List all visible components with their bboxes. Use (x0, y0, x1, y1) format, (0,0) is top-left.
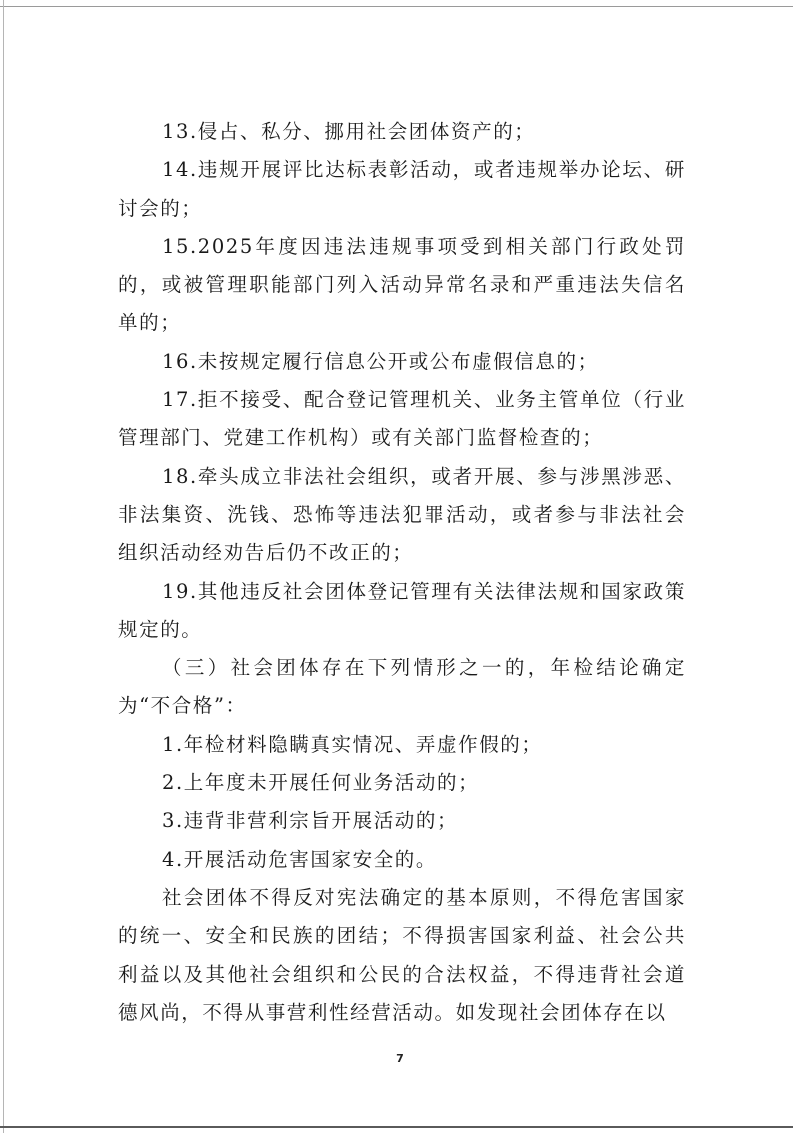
item-13: 13.侵占、私分、挪用社会团体资产的； (162, 120, 536, 143)
scan-edge-top (0, 6, 793, 7)
item-16: 16.未按规定履行信息公开或公布虚假信息的； (162, 349, 599, 373)
scan-edge-left (3, 0, 4, 1133)
closing-paragraph: 社会团体不得反对宪法确定的基本原则，不得危害国家的统一、安全和民族的团结；不得损害国家利益、社会公共利益以及其他社会组织和公民的合法权益，不得违背社会道德风尚，不得从事营利性经营活动。如发现社会团体存在以 (118, 885, 686, 1024)
document-body (118, 113, 686, 1032)
item-17: 17.拒不接受、配合登记管理机关、业务主管单位（行业管理部门、党建工作机构）或有关部门监督检查的； (118, 388, 686, 450)
unqualified-item-4: 4.开展活动危害国家安全的。 (162, 847, 438, 871)
section-3-heading: （三）社会团体存在下列情形之一的，年检结论确定为“不合格”： (118, 656, 686, 718)
item-14: 14.违规开展评比达标表彰活动，或者违规举办论坛、研讨会的； (118, 158, 686, 220)
item-19: 19.其他违反社会团体登记管理有关法律法规和国家政策规定的。 (118, 579, 686, 641)
item-15: 15.2025年度因违法违规事项受到相关部门行政处罚的，或被管理职能部门列入活动异常名录和严重违法失信名单的； (118, 234, 686, 335)
unqualified-item-1: 1.年检材料隐瞒真实情况、弄虚作假的； (162, 732, 543, 756)
unqualified-item-2: 2.上年度未开展任何业务活动的； (162, 771, 480, 795)
unqualified-item-3: 3.违背非营利宗旨开展活动的； (162, 809, 459, 833)
scan-edge-bottom (0, 1126, 793, 1128)
page-number: 7 (396, 1052, 404, 1065)
item-18: 18.牵头成立非法社会组织，或者开展、参与涉黑涉恶、非法集资、洗钱、恐怖等违法犯罪活动，或者参与非法社会组织活动经劝告后仍不改正的； (118, 464, 686, 565)
